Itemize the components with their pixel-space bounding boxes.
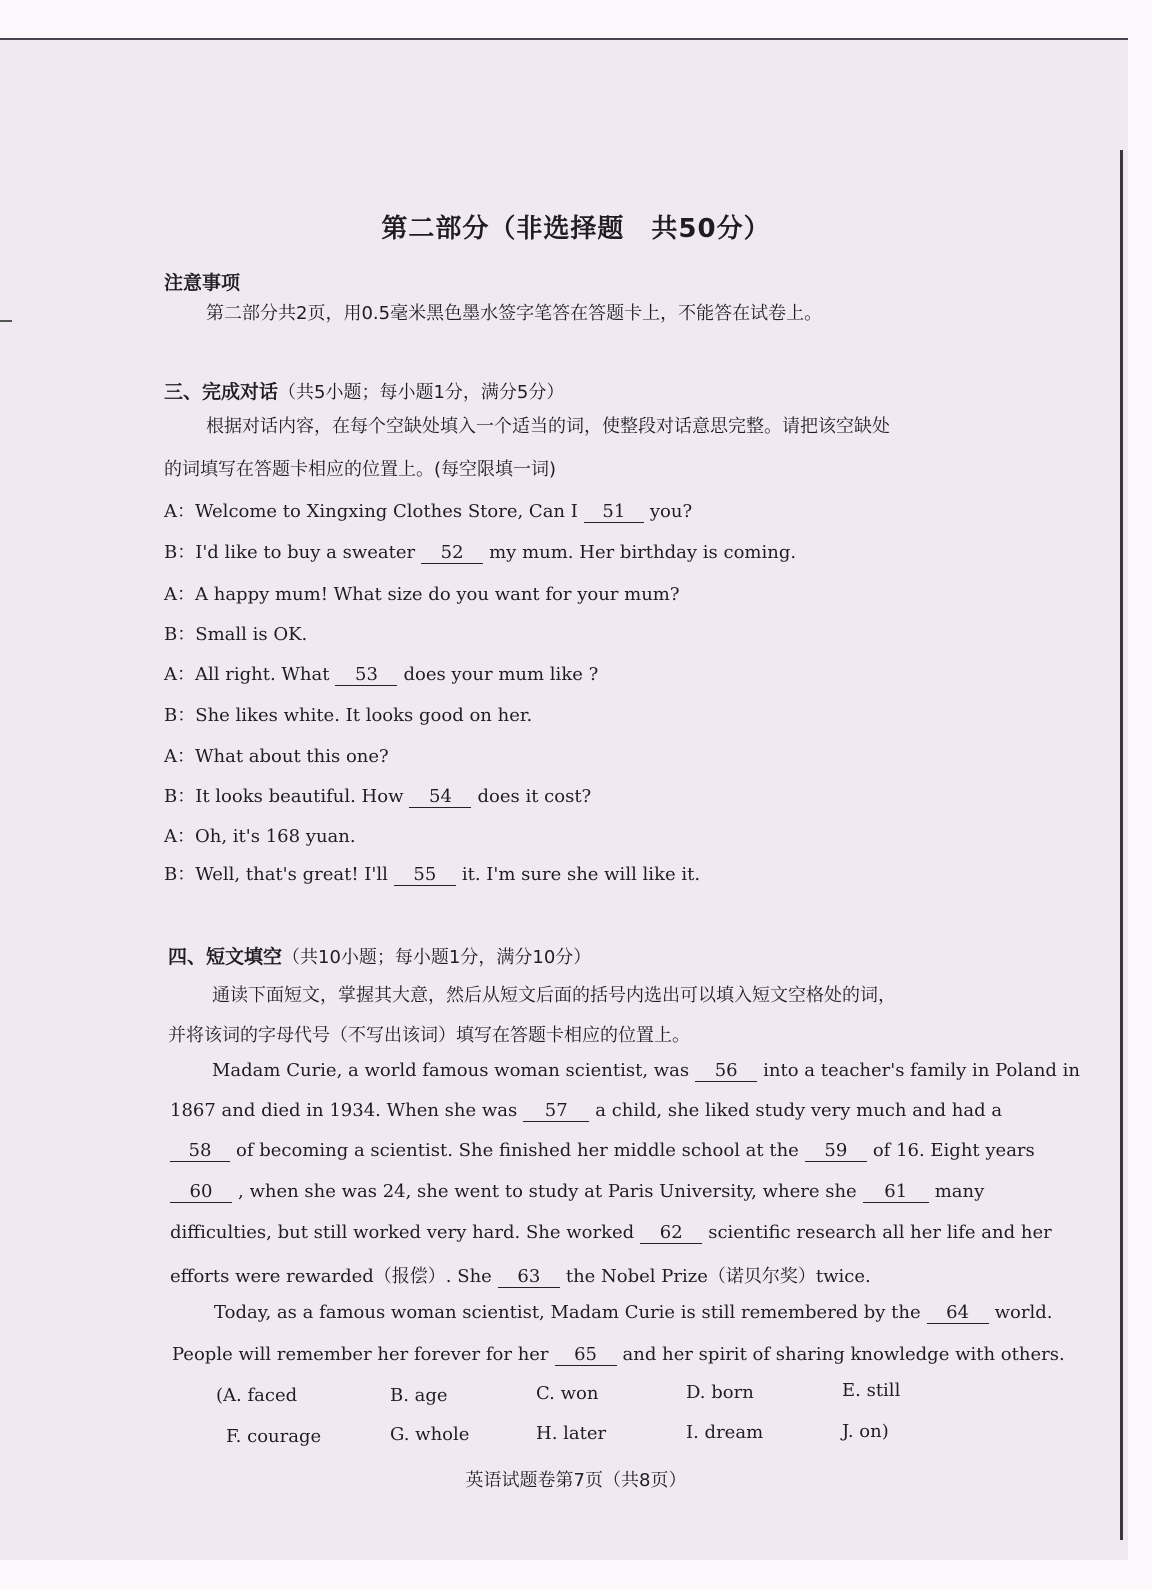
passage-text: many — [934, 1181, 985, 1202]
passage-text: 1867 and died in 1934. When she was — [170, 1100, 518, 1121]
speaker: A： — [164, 501, 195, 522]
margin-mark — [0, 320, 12, 322]
blank-59: 59 — [805, 1141, 867, 1162]
passage-text: of becoming a scientist. She finished her middle school at the — [236, 1140, 799, 1161]
option-b: B. age — [390, 1385, 448, 1406]
passage-text: and her spirit of sharing knowledge with others. — [622, 1344, 1065, 1365]
passage-text: a child, she liked study very much and had a — [595, 1100, 1003, 1121]
blank-58: 58 — [170, 1141, 230, 1162]
passage-text: of 16. Eight years — [872, 1140, 1035, 1161]
blank-62: 62 — [640, 1223, 702, 1244]
section3-instruction-1: 根据对话内容，在每个空缺处填入一个适当的词，使整段对话意思完整。请把该空缺处 — [206, 416, 890, 437]
option-a: (A. faced — [216, 1385, 298, 1406]
blank-55: 55 — [394, 865, 456, 886]
dialogue-text: What about this one? — [195, 746, 389, 767]
speaker: B： — [164, 864, 196, 885]
passage-line — [172, 1344, 1065, 1366]
section4-instruction-1: 通读下面短文，掌握其大意，然后从短文后面的括号内选出可以填入短文空格处的词， — [212, 985, 896, 1006]
dialogue-text: Welcome to Xingxing Clothes Store, Can I — [195, 501, 578, 522]
dialogue-text: It looks beautiful. How — [195, 786, 404, 807]
option-c: C. won — [536, 1383, 599, 1404]
blank-65: 65 — [555, 1345, 617, 1366]
dialogue-line — [164, 580, 680, 606]
dialogue-line — [164, 660, 598, 686]
part-title: 第二部分（非选择题 共50分） — [381, 214, 771, 244]
passage-line — [170, 1262, 871, 1288]
passage-line — [170, 1100, 1002, 1122]
passage-text: the Nobel Prize（诺贝尔奖）twice. — [565, 1266, 871, 1287]
option-j: J. on) — [842, 1421, 889, 1442]
dialogue-line — [164, 620, 307, 646]
blank-64: 64 — [927, 1303, 989, 1324]
blank-57: 57 — [523, 1101, 589, 1122]
dialogue-line — [164, 822, 356, 848]
notice-text: 第二部分共2页，用0.5毫米黑色墨水签字笔答在答题卡上，不能答在试卷上。 — [206, 303, 823, 324]
speaker: A： — [164, 664, 195, 685]
speaker: A： — [164, 826, 195, 847]
section4-instruction-2: 并将该词的字母代号（不写出该词）填写在答题卡相应的位置上。 — [168, 1025, 690, 1046]
dialogue-text: Small is OK. — [195, 624, 308, 645]
speaker: B： — [164, 624, 196, 645]
dialogue-text: Well, that's great! I'll — [195, 864, 388, 885]
passage-text: scientific research all her life and her — [708, 1222, 1052, 1243]
passage-text: , when she was 24, she went to study at Paris University, where she — [238, 1181, 857, 1202]
speaker: B： — [164, 786, 196, 807]
dialogue-text: it. I'm sure she will like it. — [461, 864, 701, 885]
speaker: B： — [164, 705, 196, 726]
dialogue-text: does your mum like ? — [403, 664, 599, 685]
speaker: A： — [164, 584, 195, 605]
section3-heading: 三、完成对话 — [164, 381, 279, 403]
dialogue-line — [164, 497, 692, 523]
option-h: H. later — [536, 1423, 607, 1444]
dialogue-line — [164, 742, 389, 768]
passage-text: difficulties, but still worked very hard. She worked — [170, 1222, 635, 1243]
page-footer: 英语试题卷第7页（共8页） — [465, 1470, 687, 1491]
passage-text: People will remember her forever for her — [172, 1344, 549, 1365]
blank-54: 54 — [409, 787, 471, 808]
page-edge-line — [1120, 150, 1123, 1540]
dialogue-text: you? — [649, 501, 693, 522]
blank-53: 53 — [335, 665, 397, 686]
passage-line — [212, 1060, 1080, 1082]
dialogue-line — [164, 782, 591, 808]
passage-line — [170, 1140, 1035, 1162]
dialogue-text: Oh, it's 168 yuan. — [195, 826, 356, 847]
speaker: B： — [164, 542, 196, 563]
blank-56: 56 — [695, 1061, 757, 1082]
dialogue-text: my mum. Her birthday is coming. — [489, 542, 797, 563]
dialogue-text: I'd like to buy a sweater — [195, 542, 416, 563]
section3-instruction-2: 的词填写在答题卡相应的位置上。(每空限填一词) — [164, 459, 557, 480]
blank-63: 63 — [498, 1267, 560, 1288]
section4-heading: 四、短文填空 — [168, 946, 283, 968]
section3-meta: （共5小题；每小题1分，满分5分） — [278, 382, 565, 403]
section4-meta: （共10小题；每小题1分，满分10分） — [282, 947, 592, 968]
option-f: F. courage — [226, 1426, 322, 1447]
passage-text: Today, as a famous woman scientist, Madam Curie is still remembered by the — [214, 1302, 921, 1323]
section3-header — [164, 377, 564, 404]
blank-52: 52 — [421, 543, 483, 564]
option-g: G. whole — [390, 1424, 470, 1445]
passage-text: world. — [994, 1302, 1053, 1323]
notice-heading: 注意事项 — [164, 272, 241, 294]
passage-line — [214, 1302, 1052, 1324]
dialogue-text: A happy mum! What size do you want for your mum? — [195, 584, 680, 605]
blank-61: 61 — [863, 1182, 929, 1203]
blank-51: 51 — [584, 502, 644, 523]
dialogue-line — [164, 701, 532, 727]
option-d: D. born — [686, 1382, 754, 1403]
passage-text: into a teacher's family in Poland in — [763, 1060, 1081, 1081]
section4-header — [168, 942, 591, 969]
blank-60: 60 — [170, 1182, 232, 1203]
dialogue-text: does it cost? — [477, 786, 592, 807]
option-e: E. still — [842, 1380, 901, 1401]
passage-text: efforts were rewarded（报偿）. She — [170, 1266, 492, 1287]
passage-line — [170, 1222, 1052, 1244]
speaker: A： — [164, 746, 195, 767]
dialogue-text: All right. What — [195, 664, 330, 685]
passage-text: Madam Curie, a world famous woman scientist, was — [212, 1060, 690, 1081]
dialogue-text: She likes white. It looks good on her. — [195, 705, 533, 726]
dialogue-line — [164, 538, 796, 564]
passage-line — [170, 1181, 984, 1203]
option-i: I. dream — [686, 1422, 764, 1443]
dialogue-line — [164, 860, 700, 886]
